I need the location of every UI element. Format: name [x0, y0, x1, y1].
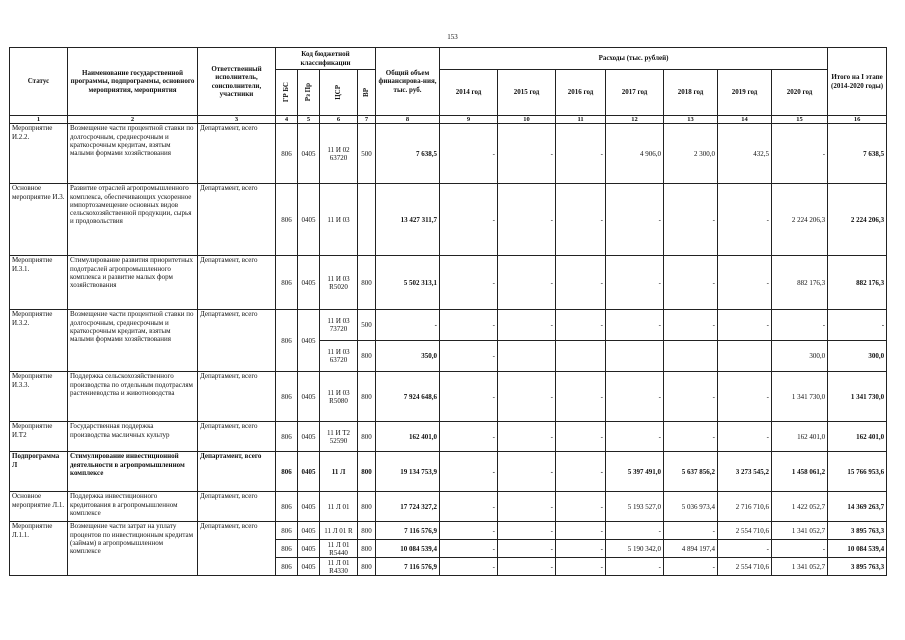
rzpr-cell: 0405	[298, 422, 320, 452]
status-cell: Мероприятие И.2.2.	[10, 124, 68, 184]
column-number: 15	[772, 116, 828, 124]
name-cell: Поддержка сельскохозяйственного производства по отдельным подотраслям растениеводства и животноводства	[68, 372, 198, 422]
header-expenses: Расходы (тыс. рублей)	[440, 48, 828, 70]
column-number: 3	[198, 116, 276, 124]
column-number: 1	[10, 116, 68, 124]
rzpr-cell: 0405	[298, 310, 320, 372]
year-value-cell: -	[664, 558, 718, 576]
name-cell: Государственная поддержка производства масличных культур	[68, 422, 198, 452]
header-status: Статус	[10, 48, 68, 116]
year-value-cell: -	[440, 522, 498, 540]
year-value-cell: -	[440, 341, 498, 372]
year-value-cell: 2 300,0	[664, 124, 718, 184]
table-row	[10, 452, 887, 492]
year-value-cell: -	[718, 184, 772, 256]
column-number: 10	[498, 116, 556, 124]
year-value-cell: -	[440, 452, 498, 492]
header-name: Наименование государственной программы, подпрограммы, основного мероприятия, мероприятия	[68, 48, 198, 116]
table-body	[10, 124, 887, 576]
header-year: 2019 год	[718, 70, 772, 116]
status-cell: Мероприятие И.Т2	[10, 422, 68, 452]
table-row	[10, 184, 887, 256]
csr-cell: 11 Л 01 R5440	[320, 540, 358, 558]
executor-cell: Департамент, всего	[198, 372, 276, 422]
year-value-cell: -	[664, 372, 718, 422]
year-value-cell	[498, 341, 556, 372]
total-cell: 7 116 576,9	[376, 522, 440, 540]
rzpr-cell: 0405	[298, 558, 320, 576]
year-value-cell: 3 273 545,2	[718, 452, 772, 492]
vr-cell: 800	[358, 492, 376, 522]
year-value-cell	[718, 341, 772, 372]
name-cell: Стимулирование развития приоритетных подотраслей агропромышленного комплекса и развитие малых форм хозяйствования	[68, 256, 198, 310]
grbs-cell: 806	[276, 422, 298, 452]
year-value-cell: -	[440, 124, 498, 184]
csr-cell: 11 Л 01 R4330	[320, 558, 358, 576]
year-value-cell: -	[440, 422, 498, 452]
budget-table	[9, 47, 887, 576]
grbs-cell: 806	[276, 372, 298, 422]
csr-cell: 11 И 03 R5020	[320, 256, 358, 310]
year-value-cell: -	[498, 422, 556, 452]
year-value-cell: 432,5	[718, 124, 772, 184]
vr-cell: 800	[358, 341, 376, 372]
executor-cell: Департамент, всего	[198, 522, 276, 576]
vr-cell: 800	[358, 522, 376, 540]
rzpr-cell: 0405	[298, 522, 320, 540]
column-number: 8	[376, 116, 440, 124]
name-cell: Возмещение части процентной ставки по долгосрочным, среднесрочным и краткосрочным кредитам, взятым малыми формами хозяйствования	[68, 124, 198, 184]
header-executor: Ответственный исполнитель, соисполнители, участники	[198, 48, 276, 116]
total-cell: 7 116 576,9	[376, 558, 440, 576]
year-value-cell: -	[440, 492, 498, 522]
status-cell: Мероприятие И.3.3.	[10, 372, 68, 422]
header-year: 2015 год	[498, 70, 556, 116]
vr-cell: 800	[358, 422, 376, 452]
year-value-cell: -	[664, 184, 718, 256]
executor-cell: Департамент, всего	[198, 310, 276, 372]
year-value-cell: -	[556, 422, 606, 452]
year-value-cell: -	[556, 540, 606, 558]
year-value-cell: 162 401,0	[772, 422, 828, 452]
year-value-cell: -	[498, 522, 556, 540]
year-value-cell	[606, 341, 664, 372]
table-row	[10, 422, 887, 452]
grbs-cell: 806	[276, 452, 298, 492]
year-value-cell	[664, 341, 718, 372]
total-cell: 19 134 753,9	[376, 452, 440, 492]
year-value-cell: -	[556, 452, 606, 492]
year-value-cell: -	[606, 184, 664, 256]
year-value-cell: -	[556, 372, 606, 422]
total-cell: 162 401,0	[376, 422, 440, 452]
column-number: 16	[828, 116, 887, 124]
year-value-cell: -	[606, 522, 664, 540]
header-year: 2014 год	[440, 70, 498, 116]
vr-cell	[358, 184, 376, 256]
vr-cell: 500	[358, 124, 376, 184]
table-row	[10, 492, 887, 522]
year-value-cell: -	[664, 422, 718, 452]
vr-cell: 800	[358, 452, 376, 492]
rzpr-cell: 0405	[298, 184, 320, 256]
year-value-cell: -	[498, 492, 556, 522]
itogo-cell: 14 369 263,7	[828, 492, 887, 522]
itogo-cell: 1 341 730,0	[828, 372, 887, 422]
year-value-cell: -	[498, 124, 556, 184]
itogo-cell: -	[828, 310, 887, 341]
year-value-cell: -	[498, 310, 556, 341]
table-row	[10, 522, 887, 540]
executor-cell: Департамент, всего	[198, 422, 276, 452]
column-number: 5	[298, 116, 320, 124]
itogo-cell: 15 766 953,6	[828, 452, 887, 492]
vr-cell: 500	[358, 310, 376, 341]
vr-cell: 800	[358, 540, 376, 558]
csr-cell: 11 И 03 R5080	[320, 372, 358, 422]
executor-cell: Департамент, всего	[198, 492, 276, 522]
year-value-cell: -	[498, 558, 556, 576]
year-value-cell: -	[556, 184, 606, 256]
status-cell: Мероприятие Л.1.1.	[10, 522, 68, 576]
year-value-cell: -	[664, 310, 718, 341]
csr-cell: 11 И 02 63720	[320, 124, 358, 184]
year-value-cell: 1 422 052,7	[772, 492, 828, 522]
year-value-cell: 1 458 061,2	[772, 452, 828, 492]
year-value-cell: -	[718, 372, 772, 422]
total-cell: 10 084 539,4	[376, 540, 440, 558]
csr-cell: 11 Л 01	[320, 492, 358, 522]
year-value-cell: -	[606, 372, 664, 422]
year-value-cell: -	[440, 310, 498, 341]
rzpr-cell: 0405	[298, 124, 320, 184]
year-value-cell: 300,0	[772, 341, 828, 372]
rzpr-cell: 0405	[298, 452, 320, 492]
total-cell: 17 724 327,2	[376, 492, 440, 522]
year-value-cell: -	[498, 540, 556, 558]
csr-cell: 11 Л	[320, 452, 358, 492]
year-value-cell: -	[440, 540, 498, 558]
year-value-cell: -	[664, 256, 718, 310]
header-year: 2016 год	[556, 70, 606, 116]
year-value-cell: 1 341 052,7	[772, 522, 828, 540]
header-vr: ВР	[362, 88, 371, 97]
year-value-cell: 1 341 052,7	[772, 558, 828, 576]
grbs-cell: 806	[276, 540, 298, 558]
grbs-cell: 806	[276, 124, 298, 184]
year-value-cell: -	[498, 256, 556, 310]
csr-cell: 11 И 03	[320, 184, 358, 256]
year-value-cell: -	[606, 422, 664, 452]
status-cell: Основное мероприятие И.3.	[10, 184, 68, 256]
status-cell: Мероприятие И.3.2.	[10, 310, 68, 372]
year-value-cell: 5 637 856,2	[664, 452, 718, 492]
year-value-cell: -	[556, 124, 606, 184]
csr-cell: 11 И Т2 52590	[320, 422, 358, 452]
itogo-cell: 2 224 206,3	[828, 184, 887, 256]
column-number: 6	[320, 116, 358, 124]
itogo-cell: 7 638,5	[828, 124, 887, 184]
grbs-cell: 806	[276, 492, 298, 522]
name-cell: Развитие отраслей агропромышленного комплекса, обеспечивающих ускоренное импортозамещение основных видов сельскохозяйственной продукции, сырья и продовольствия	[68, 184, 198, 256]
executor-cell: Департамент, всего	[198, 124, 276, 184]
status-cell: Подпрограмма Л	[10, 452, 68, 492]
year-value-cell: -	[664, 522, 718, 540]
status-cell: Мероприятие И.3.1.	[10, 256, 68, 310]
total-cell: -	[376, 310, 440, 341]
year-value-cell: -	[718, 422, 772, 452]
column-number: 7	[358, 116, 376, 124]
year-value-cell: 4 906,0	[606, 124, 664, 184]
column-number: 2	[68, 116, 198, 124]
rzpr-cell: 0405	[298, 492, 320, 522]
total-cell: 13 427 311,7	[376, 184, 440, 256]
year-value-cell: 2 554 710,6	[718, 522, 772, 540]
itogo-cell: 10 084 539,4	[828, 540, 887, 558]
total-cell: 7 638,5	[376, 124, 440, 184]
name-cell: Возмещение части затрат на уплату процентов по инвестиционным кредитам (займам) в агропромышленном комплексе	[68, 522, 198, 576]
year-value-cell	[556, 341, 606, 372]
itogo-cell: 162 401,0	[828, 422, 887, 452]
itogo-cell: 3 895 763,3	[828, 558, 887, 576]
year-value-cell: -	[440, 256, 498, 310]
column-number: 13	[664, 116, 718, 124]
year-value-cell: 2 554 710,6	[718, 558, 772, 576]
grbs-cell: 806	[276, 558, 298, 576]
header-rzpr: Рз Пр	[304, 83, 313, 102]
page-number: 153	[447, 33, 458, 41]
year-value-cell: -	[772, 540, 828, 558]
year-value-cell: 5 190 342,0	[606, 540, 664, 558]
table-row	[10, 372, 887, 422]
csr-cell: 11 И 03 63720	[320, 341, 358, 372]
year-value-cell: -	[498, 372, 556, 422]
year-value-cell: 5 397 491,0	[606, 452, 664, 492]
year-value-cell: -	[556, 558, 606, 576]
header-year: 2017 год	[606, 70, 664, 116]
grbs-cell: 806	[276, 184, 298, 256]
year-value-cell: -	[718, 540, 772, 558]
year-value-cell: 2 224 206,3	[772, 184, 828, 256]
grbs-cell: 806	[276, 522, 298, 540]
table-row	[10, 256, 887, 310]
header-year: 2018 год	[664, 70, 718, 116]
header-year: 2020 год	[772, 70, 828, 116]
table-row	[10, 124, 887, 184]
executor-cell: Департамент, всего	[198, 184, 276, 256]
year-value-cell: -	[498, 452, 556, 492]
total-cell: 5 502 313,1	[376, 256, 440, 310]
name-cell: Поддержка инвестиционного кредитования в агропромышленном комплексе	[68, 492, 198, 522]
vr-cell: 800	[358, 372, 376, 422]
grbs-cell: 806	[276, 310, 298, 372]
year-value-cell: 4 894 197,4	[664, 540, 718, 558]
grbs-cell: 806	[276, 256, 298, 310]
year-value-cell: 2 716 710,6	[718, 492, 772, 522]
year-value-cell: -	[440, 558, 498, 576]
year-value-cell: 5 193 527,0	[606, 492, 664, 522]
year-value-cell: 1 341 730,0	[772, 372, 828, 422]
rzpr-cell: 0405	[298, 540, 320, 558]
year-value-cell: -	[556, 492, 606, 522]
name-cell: Стимулирование инвестиционной деятельности в агропромышленном комплексе	[68, 452, 198, 492]
column-number: 12	[606, 116, 664, 124]
table-row	[10, 310, 887, 341]
rzpr-cell: 0405	[298, 256, 320, 310]
csr-cell: 11 Л 01 R	[320, 522, 358, 540]
year-value-cell: -	[556, 522, 606, 540]
year-value-cell: -	[556, 310, 606, 341]
year-value-cell: -	[718, 310, 772, 341]
itogo-cell: 882 176,3	[828, 256, 887, 310]
column-number: 11	[556, 116, 606, 124]
executor-cell: Департамент, всего	[198, 256, 276, 310]
csr-cell: 11 И 03 73720	[320, 310, 358, 341]
year-value-cell: -	[606, 256, 664, 310]
itogo-cell: 300,0	[828, 341, 887, 372]
year-value-cell: -	[440, 372, 498, 422]
year-value-cell: 5 036 973,4	[664, 492, 718, 522]
header-csr: ЦСР	[334, 85, 343, 100]
header-grbs: ГР БС	[282, 82, 291, 103]
vr-cell: 800	[358, 558, 376, 576]
year-value-cell: -	[606, 310, 664, 341]
year-value-cell: -	[718, 256, 772, 310]
year-value-cell: 882 176,3	[772, 256, 828, 310]
column-number: 4	[276, 116, 298, 124]
header-itogo: Итого на I этапе (2014-2020 годы)	[828, 48, 887, 116]
header-budget-code: Код бюджетной классификации	[276, 48, 376, 70]
year-value-cell: -	[606, 558, 664, 576]
status-cell: Основное мероприятие Л.1.	[10, 492, 68, 522]
executor-cell: Департамент, всего	[198, 452, 276, 492]
column-number-row	[10, 116, 887, 124]
vr-cell: 800	[358, 256, 376, 310]
name-cell: Возмещение части процентной ставки по долгосрочным, среднесрочным и краткосрочным кредитам, взятым малыми формами хозяйствования	[68, 310, 198, 372]
year-value-cell: -	[498, 184, 556, 256]
itogo-cell: 3 895 763,3	[828, 522, 887, 540]
total-cell: 7 924 648,6	[376, 372, 440, 422]
year-value-cell: -	[772, 124, 828, 184]
year-value-cell: -	[440, 184, 498, 256]
year-value-cell: -	[556, 256, 606, 310]
total-cell: 350,0	[376, 341, 440, 372]
header-total-volume: Общий объем финансирова-ния, тыс. руб.	[376, 48, 440, 116]
rzpr-cell: 0405	[298, 372, 320, 422]
column-number: 9	[440, 116, 498, 124]
year-value-cell: -	[772, 310, 828, 341]
column-number: 14	[718, 116, 772, 124]
